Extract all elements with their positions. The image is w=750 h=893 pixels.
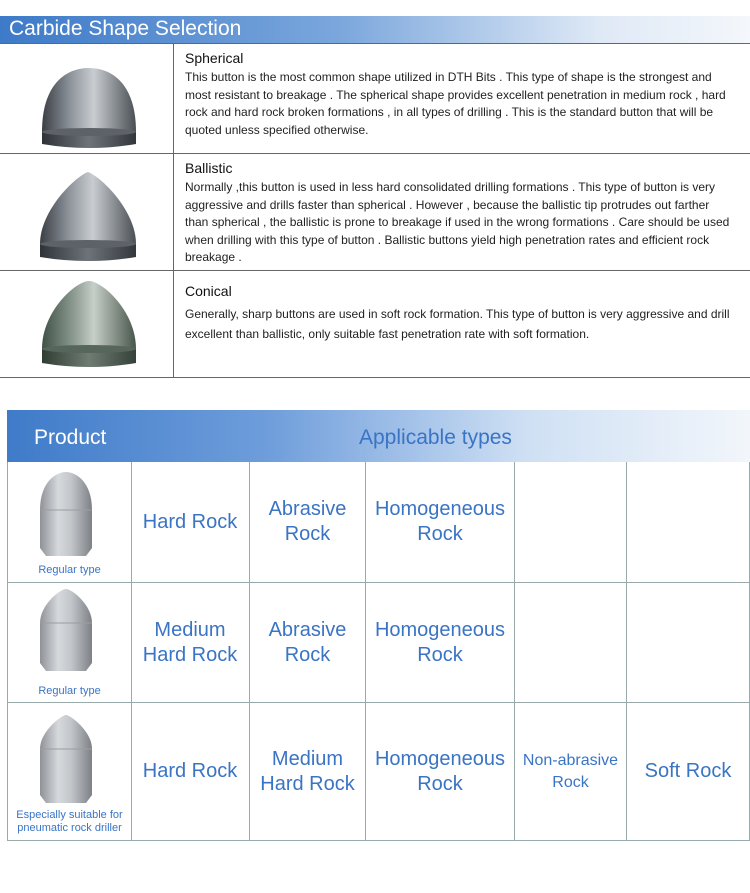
shape-image-cell [0, 154, 174, 270]
type-cell [515, 462, 627, 582]
product-cell [8, 703, 132, 840]
shape-description-ballistic: Normally ,this button is used in less hard consolidated drilling formations . This type of button is very aggressive and drills faster than spherical . However , because the ballistic tip protrudes out farther than spherical , the ballistic is prone to breakage if used in the wrong formations . Care should be used when drilling with this type of button . Ballistic buttons yield high penetration rates and efficient rock breakage . [185, 180, 730, 264]
type-cell: Abrasive Rock [250, 462, 366, 582]
product-caption: Regular type [38, 685, 101, 697]
type-cell: Hard Rock [131, 462, 250, 582]
type-cell [627, 583, 749, 702]
type-cell: Non-abrasive Rock [515, 703, 627, 840]
product-grid [7, 462, 750, 841]
conical-button-icon [0, 271, 173, 377]
shape-description-conical: Generally, sharp buttons are used in soft rock formation. This type of button is very aggressive and drill excellent than ballistic, only suitable fast penetration rate with soft formation. [185, 307, 730, 341]
type-cell: Homogeneous Rock [366, 703, 515, 840]
shape-row-spherical [0, 44, 750, 154]
header-product: Product [34, 426, 107, 449]
shape-image-cell [0, 44, 174, 153]
shape-title-spherical: Spherical [185, 50, 244, 66]
shape-description-spherical: This button is the most common shape utilized in DTH Bits . This type of shape is the strongest and most resistant to breakage . The spherical shape provides excellent penetration in medium rock , hard rock and hard rock broken formations , in all types of drilling . This is the standard button that will be quoted unless specified otherwise. [185, 70, 726, 137]
product-cell [8, 462, 132, 582]
type-cell [515, 583, 627, 702]
header-applicable-types: Applicable types [359, 426, 512, 449]
shape-title-ballistic: Ballistic [185, 160, 233, 176]
shape-image-cell [0, 271, 174, 377]
type-cell [627, 462, 749, 582]
type-cell: Soft Rock [644, 760, 732, 782]
product-caption: Especially suitable for pneumatic rock driller [16, 809, 123, 834]
shape-selection-table [0, 43, 750, 378]
table-row [8, 462, 749, 583]
product-table-section [7, 410, 750, 842]
shape-title-conical: Conical [185, 283, 232, 299]
type-cell: Homogeneous Rock [366, 462, 515, 582]
spherical-button-icon [0, 44, 173, 153]
ballistic-button-icon [0, 154, 173, 270]
product-cell [8, 583, 132, 702]
shape-selection-header [0, 16, 750, 43]
type-cell: Medium Hard Rock [250, 703, 366, 840]
table-row [8, 583, 749, 703]
type-cell: Homogeneous Rock [366, 583, 515, 702]
shape-row-ballistic [0, 154, 750, 271]
shape-selection-title: Carbide Shape Selection [9, 17, 242, 40]
type-cell: Hard Rock [131, 703, 250, 840]
table-row [8, 703, 749, 840]
shape-row-conical [0, 271, 750, 378]
type-cell: Abrasive Rock [250, 583, 366, 702]
product-caption: Regular type [38, 564, 101, 576]
type-cell: Medium Hard Rock [131, 583, 250, 702]
product-table-header [7, 410, 750, 462]
